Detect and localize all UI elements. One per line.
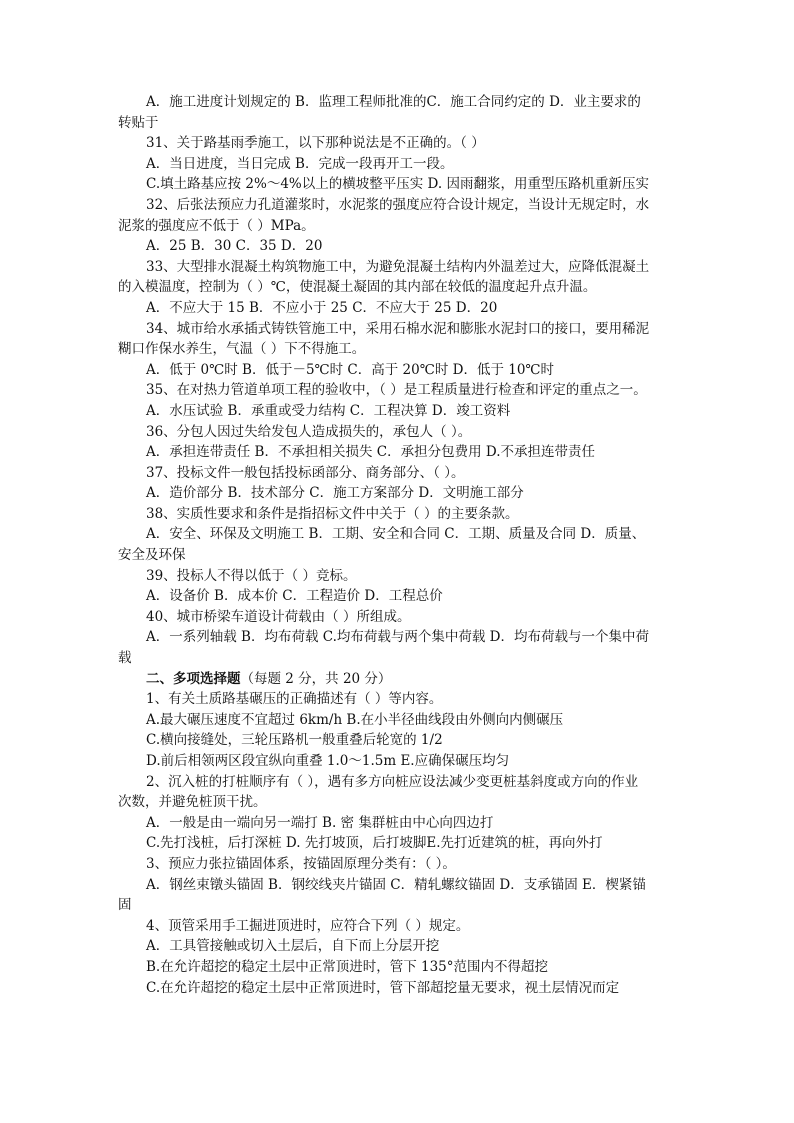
question-line: 37、投标文件一般包括投标函部分、商务部分、（ ）。 bbox=[146, 464, 465, 481]
question-line: 34、城市给水承插式铸铁管施工中，采用石棉水泥和膨胀水泥封口的接口，要用稀泥 bbox=[146, 320, 650, 337]
options-line: A．低于 0℃时 B．低于－5℃时 C．高于 20℃时 D．低于 10℃时 bbox=[146, 361, 555, 378]
question-line: 3、预应力张拉锚固体系，按锚固原理分类有：（ ）。 bbox=[146, 855, 456, 872]
options-line: A．安全、环保及文明施工 B．工期、安全和合同 C．工期、质量及合同 D．质量、 bbox=[146, 526, 646, 543]
options-line: A．工具管接触或切入土层后，自下而上分层开挖 bbox=[146, 938, 440, 955]
options-line: A．一系列轴载 B．均布荷载 C.均布荷载与两个集中荷载 D．均布荷载与一个集中荷 bbox=[146, 629, 650, 646]
section-heading-note: （每题 2 分，共 20 分） bbox=[240, 670, 392, 687]
section-heading-title: 二、多项选择题 bbox=[146, 670, 241, 687]
options-line: D.前后相领两区段宜纵向重叠 1.0～1.5m E.应确保碾压均匀 bbox=[146, 753, 510, 769]
options-line: A．25 B．30 C．35 D．20 bbox=[146, 238, 323, 255]
question-line: 33、大型排水混凝土构筑物施工中，为避免混凝土结构内外温差过大，应降低混凝土 bbox=[146, 258, 650, 275]
options-line: C.填土路基应按 2%～4%以上的横坡整平压实 D. 因雨翻浆，用重型压路机重新压实 bbox=[146, 176, 649, 193]
text-line: 载 bbox=[118, 650, 132, 667]
options-line: A．不应大于 15 B．不应小于 25 C．不应大于 25 D．20 bbox=[146, 299, 498, 316]
options-line: A．承担连带责任 B．不承担相关损失 C．承担分包费用 D.不承担连带责任 bbox=[146, 444, 596, 461]
options-line: A．水压试验 B．承重或受力结构 C．工程决算 D．竣工资料 bbox=[146, 402, 511, 419]
options-line: A．设备价 B．成本价 C．工程造价 D．工程总价 bbox=[146, 588, 443, 605]
question-line: 38、实质性要求和条件是指招标文件中关于（ ）的主要条款。 bbox=[146, 505, 519, 522]
text-line: 固 bbox=[118, 897, 132, 914]
text-line: 的入模温度，控制为（ ）℃，使混凝土凝固的其内部在较低的温度起升点升温。 bbox=[118, 279, 597, 296]
options-line: A．造价部分 B．技术部分 C．施工方案部分 D．文明施工部分 bbox=[146, 485, 524, 502]
question-line: 1、有关土质路基碾压的正确描述有（ ）等内容。 bbox=[146, 691, 443, 708]
question-line: 35、在对热力管道单项工程的验收中，（ ）是工程质量进行检查和评定的重点之一。 bbox=[146, 382, 647, 399]
options-line: A．一般是由一端向另一端打 B. 密 集群桩由中心向四边打 bbox=[146, 814, 494, 831]
options-line: C.横向接缝处，三轮压路机一般重叠后轮宽的 1/2 bbox=[146, 732, 443, 749]
section-heading bbox=[118, 669, 678, 690]
text-line: 次数，并避免桩顶干扰。 bbox=[118, 794, 267, 811]
question-line: 2、沉入桩的打桩顺序有（ ），遇有多方向桩应设法减少变更桩基斜度或方向的作业 bbox=[146, 773, 639, 790]
options-line: C.在允许超挖的稳定土层中正常顶进时，管下部超挖量无要求，视土层情况而定 bbox=[146, 979, 620, 996]
options-line: C.先打浅桩，后打深桩 D. 先打坡顶，后打坡脚E.先打近建筑的桩，再向外打 bbox=[146, 835, 603, 852]
text-line: 泥浆的强度应不低于（ ）MPa。 bbox=[118, 217, 315, 234]
question-line: 31、关于路基雨季施工，以下那种说法是不正确的。（ ） bbox=[146, 135, 485, 152]
question-line: 4、顶管采用手工掘进顶进时，应符合下列（ ）规定。 bbox=[146, 917, 470, 934]
question-line: 32、后张法预应力孔道灌浆时，水泥浆的强度应符合设计规定，当设计无规定时，水 bbox=[146, 196, 650, 213]
text-line: A．施工进度计划规定的 B．监理工程师批准的C．施工合同约定的 D．业主要求的 bbox=[146, 94, 641, 110]
options-line: A．当日进度，当日完成 B．完成一段再开工一段。 bbox=[146, 155, 454, 172]
text-line: 糊口作保水养生，气温（ ）下不得施工。 bbox=[118, 341, 366, 358]
text-line: 安全及环保 bbox=[118, 547, 186, 564]
text-line: 转贴于 bbox=[118, 114, 159, 131]
question-line: 36、分包人因过失给发包人造成损失的，承包人（ ）。 bbox=[146, 423, 472, 440]
options-line: A.最大碾压速度不宜超过 6km/h B.在小半径曲线段由外侧向内侧碾压 bbox=[146, 711, 564, 728]
document-body bbox=[118, 92, 678, 998]
question-line: 39、投标人不得以低于（ ）竞标。 bbox=[146, 567, 357, 584]
options-line: B.在允许超挖的稳定土层中正常顶进时，管下 135°范围内不得超挖 bbox=[146, 958, 549, 975]
question-line: 40、城市桥梁车道设计荷载由（ ）所组成。 bbox=[146, 608, 411, 625]
options-line: A．钢丝束镦头锚固 B．钢绞线夹片锚固 C．精轧螺纹锚固 D．支承锚固 E．楔紧锚 bbox=[146, 876, 646, 893]
